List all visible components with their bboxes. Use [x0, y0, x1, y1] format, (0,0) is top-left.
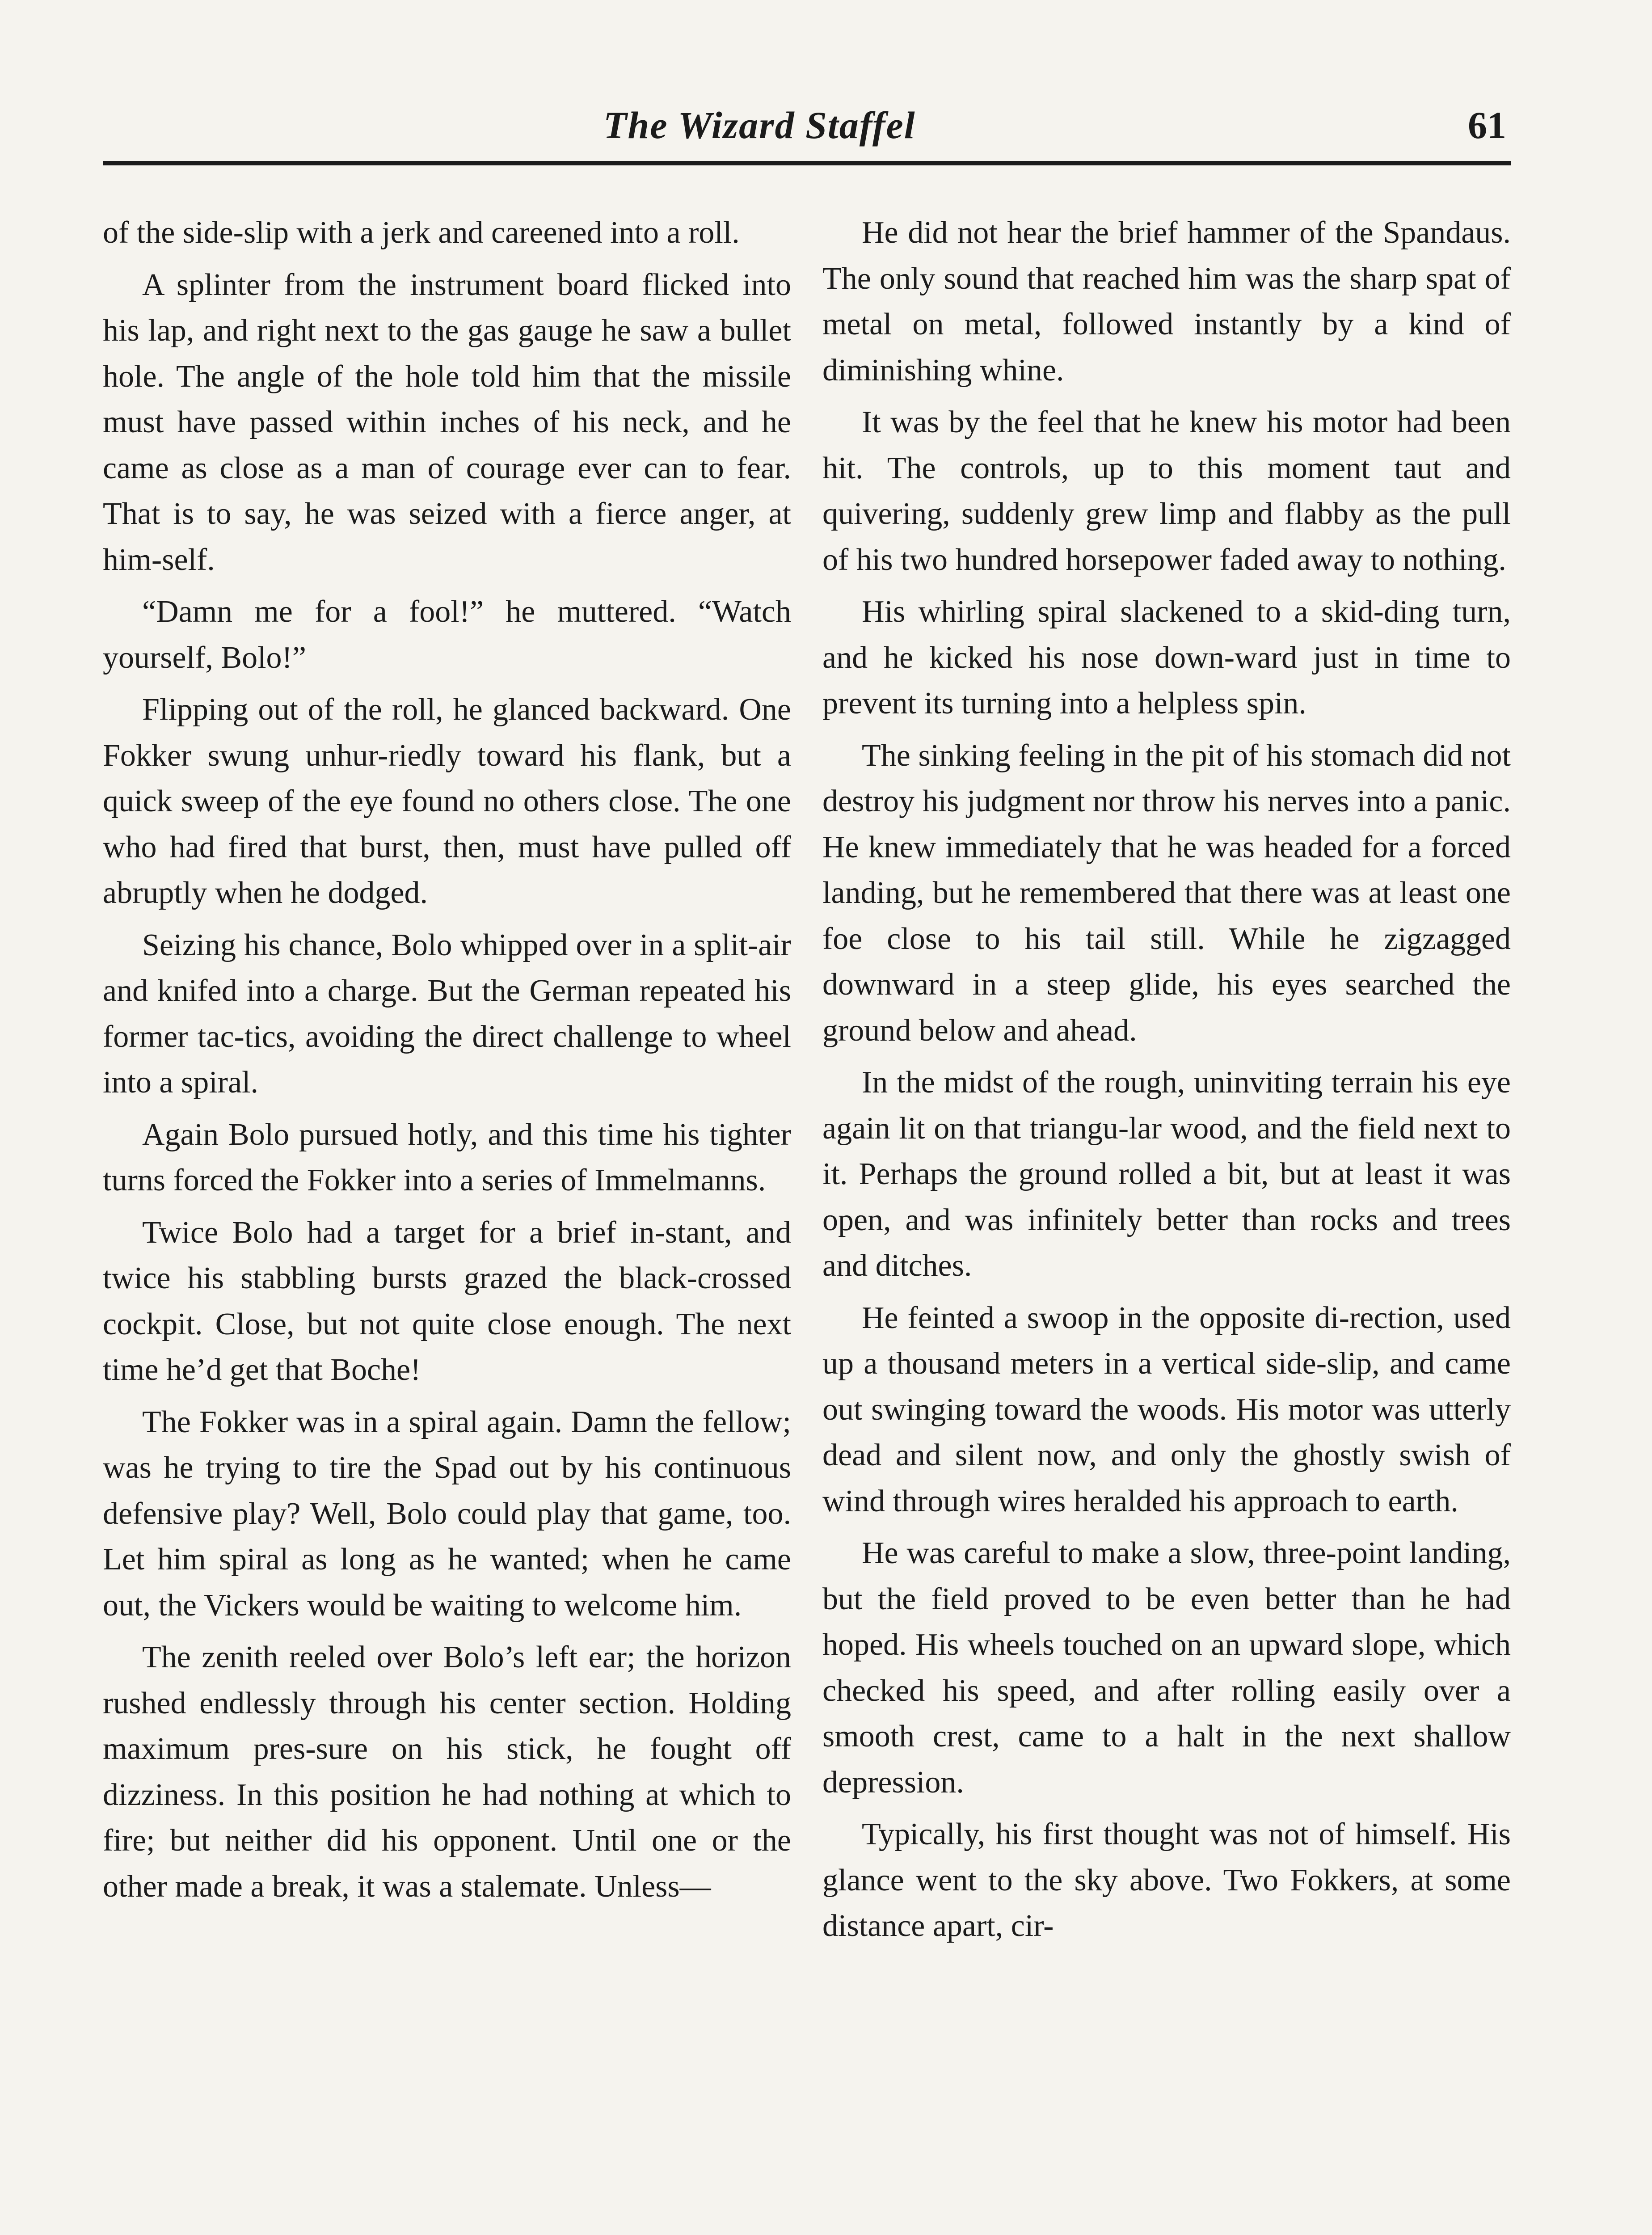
running-title: The Wizard Staffel	[603, 104, 916, 147]
paragraph: In the midst of the rough, uninviting terrain his eye again lit on that triangu-lar wood, and the field next to it. Perhaps the ground rolled a bit, but at least it was open, and was infinitely better than rocks and trees and ditches.	[822, 1065, 1511, 1283]
paragraph: The Fokker was in a spiral again. Damn the fellow; was he trying to tire the Spad out by his continuous defensive play? Well, Bolo could play that game, too. Let him spiral as long as he wanted; when he came out, the Vickers would be waiting to welcome him.	[103, 1404, 791, 1623]
paragraph: It was by the feel that he knew his motor had been hit. The controls, up to this moment taut and quivering, suddenly grew limp and flabby as the pull of his two hundred horsepower faded away to nothing.	[822, 405, 1511, 577]
paragraph: His whirling spiral slackened to a skid-ding turn, and he kicked his nose down-ward just in time to prevent its turning into a helpless spin.	[822, 595, 1511, 721]
paragraph: Seizing his chance, Bolo whipped over in a split-air and knifed into a charge. But the German repeated his former tac-tics, avoiding the direct challenge to wheel into a spiral.	[103, 928, 791, 1100]
paragraph: Again Bolo pursued hotly, and this time his tighter turns forced the Fokker into a series of Immelmanns.	[103, 1117, 791, 1198]
page-number: 61	[1468, 104, 1506, 147]
paragraph: He feinted a swoop in the opposite di-rection, used up a thousand meters in a vertical side-slip, and came out swinging toward the woods. His motor was utterly dead and silent now, and only the ghostly swish of wind through wires heralded his approach to earth.	[822, 1300, 1511, 1518]
paragraph: Twice Bolo had a target for a brief in-stant, and twice his stabbling bursts grazed the black-crossed cockpit. Close, but not quite close enough. The next time he’d get that Boche!	[103, 1215, 791, 1387]
running-header	[103, 94, 1511, 165]
paragraph: “Damn me for a fool!” he muttered. “Watch yourself, Bolo!”	[103, 595, 791, 675]
paragraph: The sinking feeling in the pit of his stomach did not destroy his judgment nor throw his nerves into a panic. He knew immediately that he was headed for a forced landing, but he remembered that there was at least one foe close to his tail still. While he zigzagged downward in a steep glide, his eyes searched the ground below and ahead.	[822, 738, 1511, 1048]
paragraph: He did not hear the brief hammer of the Spandaus. The only sound that reached him was the sharp spat of metal on metal, followed instantly by a kind of diminishing whine.	[822, 215, 1511, 388]
paragraph: The zenith reeled over Bolo’s left ear; the horizon rushed endlessly through his center section. Holding maximum pres-sure on his stick, he fought off dizziness. In this position he had nothing at which to fire; but neither did his opponent. Until one or the other made a break, it was a stalemate. Unless—	[103, 1640, 791, 1904]
paragraph: A splinter from the instrument board flicked into his lap, and right next to the gas gauge he saw a bullet hole. The angle of the hole told him that the missile must have passed within inches of his neck, and he came as close as a man of courage ever can to fear. That is to say, he was seized with a fierce anger, at him-self.	[103, 267, 791, 577]
right-column	[822, 210, 1511, 2235]
paragraph: of the side-slip with a jerk and careened into a roll.	[103, 215, 740, 250]
paragraph: Typically, his first thought was not of himself. His glance went to the sky above. Two Fokkers, at some distance apart, cir-	[822, 1817, 1511, 1943]
left-column	[103, 210, 791, 2235]
paragraph: He was careful to make a slow, three-point landing, but the field proved to be even better than he had hoped. His wheels touched on an upward slope, which checked his speed, and after rolling easily over a smooth crest, came to a halt in the next shallow depression.	[822, 1536, 1511, 1800]
paragraph: Flipping out of the roll, he glanced backward. One Fokker swung unhur-riedly toward his flank, but a quick sweep of the eye found no others close. The one who had fired that burst, then, must have pulled off abruptly when he dodged.	[103, 692, 791, 910]
